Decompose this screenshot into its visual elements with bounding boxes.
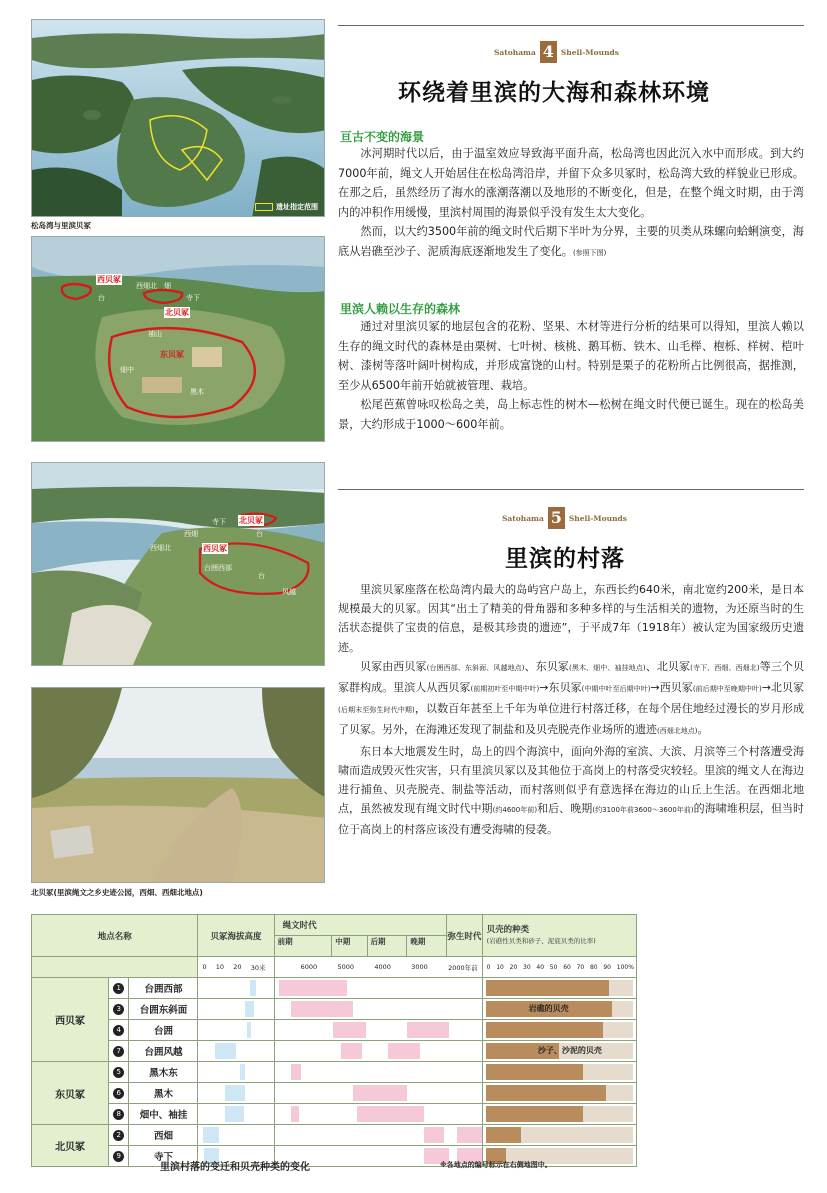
table-row [32, 1104, 637, 1125]
section4-label-right: Shell-Mounds [560, 47, 619, 57]
legend-swatch [255, 203, 273, 211]
table-note: ※各地点的编号标示在右侧地图中。 [440, 1161, 552, 1169]
site-name: 台囲西部 [129, 978, 198, 999]
height-tick: 10 [215, 962, 225, 971]
year-ticks [274, 957, 482, 978]
section4-subhead-forest: 里滨人赖以生存的森林 [340, 302, 461, 316]
year-tick: 4000 [374, 962, 391, 971]
table-row [32, 1041, 637, 1062]
site-number: 5 [113, 1067, 124, 1078]
height-cell [198, 1062, 274, 1083]
header-shell-sub: (岩礁性贝类和砂子、泥底贝类的比率) [486, 936, 596, 945]
section4-label [494, 41, 619, 63]
shell-tick: 30 [523, 963, 531, 971]
village-label-daifu: 台 [258, 572, 265, 580]
height-bar [225, 1085, 245, 1101]
sand-shell-bar [521, 1127, 633, 1143]
period-late: 后期 [368, 936, 408, 956]
period-bar [333, 1022, 366, 1038]
s5p2d-note: (前期初叶至中期中叶) [470, 685, 540, 694]
height-cell [198, 1083, 274, 1104]
shell-cell [482, 999, 636, 1020]
table-row [32, 1020, 637, 1041]
header-shell-title: 贝壳的种类 [486, 924, 530, 935]
shell-cell [482, 1041, 636, 1062]
photo-shellmound-map [31, 236, 325, 442]
rock-shell-bar [486, 1127, 521, 1143]
map-label-terashita: 寺下 [186, 294, 200, 302]
site-number-cell [109, 1104, 129, 1125]
period-bar [353, 1085, 407, 1101]
site-name: 西畑 [129, 1125, 198, 1146]
height-tick: 30米 [250, 963, 266, 972]
site-number: 3 [113, 1004, 124, 1015]
shell-tick: 70 [576, 963, 585, 971]
shell-cell [482, 1104, 636, 1125]
s5p2h: ，以数百年甚至上千年为单位进行村落迁移，在每个居住地经过漫长的岁月形成了贝冢。另外，在海滩还发现了制盐和及贝壳脱壳作业场所的遗迹 [338, 702, 805, 737]
period-cell [274, 1062, 482, 1083]
s5p2f: →西贝冢 [650, 681, 693, 695]
height-cell [198, 999, 274, 1020]
height-tick: 0 [202, 962, 207, 971]
park-image [32, 688, 325, 883]
height-bar [225, 1106, 243, 1122]
site-name: 畑中、袖挂 [129, 1104, 198, 1125]
table-caption: 里滨村落的变迁和贝壳种类的变化 [160, 1162, 310, 1173]
s5p2a-note: (台囲西部、东斜面、风越地点) [426, 663, 525, 672]
period-bar [407, 1022, 448, 1038]
period-final: 晚期 [410, 937, 426, 946]
s5p3c: 的海啸堆积层，但当时位于高岗上的村落应该没有遭受海啸的侵袭。 [338, 802, 805, 837]
rock-shell-bar [486, 1022, 604, 1038]
section4-label-left: Satohama [494, 47, 536, 57]
s5p2b: 、东贝冢 [524, 659, 570, 673]
section4-seascape-text [338, 144, 804, 264]
section5-title: 里滨的村落 [505, 545, 625, 572]
shell-tick: 60 [563, 963, 571, 971]
section4-paragraph-2 [338, 222, 804, 263]
period-cell [274, 1125, 482, 1146]
table-row [32, 1125, 637, 1146]
s5p3a-note: (约4600年前) [492, 806, 538, 815]
map-label-nishihata: 西畑北 [136, 282, 157, 290]
s5p2f-note: (前后期中至晚期中叶) [692, 685, 762, 694]
bay-aerial-image [32, 20, 325, 217]
site-number-cell [109, 978, 129, 999]
table-body [32, 978, 637, 1167]
village-label-nishihatakita: 西畑北 [150, 544, 171, 552]
shell-cell [482, 978, 636, 999]
header-jomon: 绳文时代 [274, 915, 447, 936]
site-number: 7 [113, 1046, 124, 1057]
sand-shell-bar [603, 1022, 632, 1038]
section4-paragraph-3: 通过对里滨贝冢的地层包含的花粉、坚果、木材等进行分析的结果可以得知，里滨人赖以生存的绳文时代的森林是由栗树、七叶树、核桃、鹅耳枥、铁木、山毛榉、枹栎、样树、桤叶树、漆树等落叶阔叶树构成，并形成富饶的山村。特别是栗子的花粉所占比例很高，据推测，至少从6500年前开始就被管理、栽培。 [338, 320, 804, 392]
shell-tick: 80 [589, 963, 598, 971]
height-cell [198, 1020, 274, 1041]
site-number-cell [109, 1083, 129, 1104]
section4-rule [338, 25, 804, 26]
period-cell [274, 1020, 482, 1041]
map-label-west-mound: 西贝冢 [97, 275, 121, 284]
s5p2e-note: (中期中叶至后期中叶) [581, 685, 651, 694]
header-height: 贝冢海拔高度 [198, 915, 274, 957]
legend-label: 遗址指定范围 [276, 203, 318, 211]
photo-village-aerial [31, 462, 325, 666]
village-label-terashita: 寺下 [212, 518, 226, 526]
map-label-kuroki: 黑木 [190, 388, 204, 396]
period-cell [274, 1083, 482, 1104]
site-number: 9 [113, 1151, 124, 1162]
photo-bay-aerial [31, 19, 325, 217]
section5-paragraph-1: 里滨贝冢座落在松岛湾内最大的岛屿宫户岛上，东西长约640米，南北宽约200米，是日本规模最大的贝冢。因其“出土了精美的骨角器和多种多样的与生活相关的遗物，为还原当时的生活状态提供了宝贵的信息，是极其珍贵的遗迹”，于平成7年（1918年）被认定为国家级历史遗迹。 [338, 583, 804, 654]
village-label-fuzan: 风越 [282, 588, 296, 596]
map-label-east-mound: 东贝冢 [160, 350, 184, 359]
height-bar [245, 1001, 254, 1017]
map-label-north-mound: 北贝冢 [165, 308, 189, 317]
sand-shell-bar [609, 980, 633, 996]
header-yayoi: 弥生时代 [447, 915, 483, 957]
s5p2e: →东贝冢 [539, 681, 582, 695]
protected-area-legend [255, 202, 318, 212]
period-bar [424, 1127, 445, 1143]
site-number-cell [109, 999, 129, 1020]
jomon-period-row [274, 936, 447, 957]
height-bar [247, 1022, 252, 1038]
section4-forest-text [338, 317, 804, 435]
section4-paragraph-2-note: (参照下图) [572, 248, 607, 257]
sand-shell-bar [612, 1001, 633, 1017]
map-label-hatake: 畑 [164, 282, 171, 290]
site-name: 台囲风越 [129, 1041, 198, 1062]
shell-tick: 100% [616, 963, 634, 971]
year-tick: 2000年前 [448, 963, 478, 972]
site-name: 台囲 [129, 1020, 198, 1041]
s5p2g-note: (后期末至弥生时代中期) [338, 706, 415, 715]
height-bar [240, 1064, 245, 1080]
map-label-hatanaka: 畑中 [120, 366, 134, 374]
section4-paragraph-2-text: 然而，以大约3500年前的绳文时代后期下半叶为分界，主要的贝类从珠螺向蛤蜊演变，海底从岩礁至沙子、泥质海底逐渐地发生了变化。 [338, 225, 804, 258]
rock-shell-bar [486, 980, 610, 996]
section4-paragraph-4: 松尾芭蕉曾咏叹松岛之美，岛上标志性的树木—松树在绳文时代便已诞生。现在的松岛美景，大约形成于1000～600年前。 [338, 398, 804, 431]
village-label-nishihata: 西畑 [184, 530, 198, 538]
rock-shell-label: 岩礁的贝壳 [528, 1004, 569, 1013]
group-name: 东贝冢 [32, 1062, 109, 1125]
s5p2i: 。 [697, 723, 709, 737]
site-number: 6 [113, 1088, 124, 1099]
sand-shell-bar [583, 1106, 633, 1122]
shell-tick: 90 [603, 963, 611, 971]
height-bar [203, 1127, 220, 1143]
table-row [32, 1083, 637, 1104]
period-cell [274, 1104, 482, 1125]
rock-shell-bar [486, 1106, 583, 1122]
year-tick: 5000 [337, 962, 354, 971]
year-tick: 3000 [411, 962, 428, 971]
site-number: 4 [113, 1025, 124, 1036]
shell-tick: 0 [486, 963, 491, 971]
tick-row [32, 957, 637, 978]
period-cell [274, 978, 482, 999]
site-name: 寺下 [129, 1146, 198, 1167]
map-label-daiyama: 袖山 [148, 330, 162, 338]
shell-cell [482, 1083, 636, 1104]
village-label-north-mound: 北贝冢 [239, 516, 263, 525]
table-row [32, 1062, 637, 1083]
section5-label-left: Satohama [502, 513, 544, 523]
height-cell [198, 1041, 274, 1062]
period-bar [291, 1001, 353, 1017]
site-number: 2 [113, 1130, 124, 1141]
section5-number: 5 [548, 507, 565, 529]
section5-rule [338, 489, 804, 490]
period-bar [291, 1106, 299, 1122]
height-ticks [198, 957, 274, 978]
group-name: 西贝冢 [32, 978, 109, 1062]
shell-tick: 40 [536, 963, 545, 971]
period-bar [341, 1043, 362, 1059]
shell-ticks [482, 957, 636, 978]
s5p3a: 东日本大地震发生时，岛上的四个海滨中，面向外海的室滨、大滨、月滨等三个村落遭受海啸而造成毁灭性灾害，只有里滨贝冢以及其他位于高岗上的村落受灾较轻。里滨的绳文人在海边进行捕鱼、贝壳脱壳、制盐等活动，而村落则似乎有意选择在海边的山丘上生活。在西畑北地点，虽然被发现有绳文时代中期 [338, 744, 804, 816]
period-bar [457, 1127, 482, 1143]
village-label-daikoubu: 台囲西部 [204, 564, 232, 572]
shell-cell [482, 1125, 636, 1146]
village-label-dai: 台 [256, 530, 263, 538]
site-number-cell [109, 1062, 129, 1083]
rock-shell-bar [486, 1085, 607, 1101]
site-number: 8 [113, 1109, 124, 1120]
height-tick: 20 [233, 962, 242, 971]
s5p2g: →北贝冢 [761, 681, 805, 695]
site-number-cell [109, 1041, 129, 1062]
village-aerial-image [32, 463, 325, 666]
sand-shell-bar [606, 1085, 632, 1101]
site-name: 台囲东斜面 [129, 999, 198, 1020]
section5-text [338, 580, 804, 840]
site-number-cell [109, 1125, 129, 1146]
shell-cell [482, 1062, 636, 1083]
table-row [32, 978, 637, 999]
section4-number: 4 [540, 41, 557, 63]
site-number: 1 [113, 983, 124, 994]
s5p2c: 、北贝冢 [645, 659, 691, 673]
height-cell [198, 1104, 274, 1125]
section5-label [502, 507, 627, 529]
period-cell [274, 999, 482, 1020]
shell-cell [482, 1020, 636, 1041]
table-row [32, 999, 637, 1020]
section4-subhead-seascape: 亘古不变的海景 [340, 130, 425, 144]
shell-tick: 10 [496, 963, 504, 971]
s5p2c-note: (寺下、西畑、西畑北) [690, 663, 760, 672]
site-name: 黑木 [129, 1083, 198, 1104]
height-bar [215, 1043, 236, 1059]
period-bar [357, 1106, 423, 1122]
s5p2h-note: (西畑北地点) [657, 727, 698, 736]
section5-label-right: Shell-Mounds [568, 513, 627, 523]
period-bar [291, 1064, 301, 1080]
photo-caption-park: 北贝冢(里滨绳文之乡史迹公园，西畑、西畑北地点) [31, 888, 203, 897]
s5p2b-note: (黑木、畑中、袖挂地点) [569, 663, 646, 672]
sand-shell-bar [583, 1064, 633, 1080]
section5-paragraph-3 [338, 742, 804, 840]
period-early: 前期 [275, 936, 333, 956]
height-cell [198, 978, 274, 999]
header-site: 地点名称 [32, 915, 198, 957]
s5p3b: 和后、晚期 [537, 802, 593, 816]
shell-tick: 50 [549, 963, 558, 971]
s5p2a: 贝冢由西贝冢 [360, 659, 427, 673]
rock-shell-bar [486, 1064, 583, 1080]
year-tick: 6000 [300, 962, 318, 971]
village-label-west-mound: 西贝冢 [203, 544, 227, 553]
height-bar [250, 980, 256, 996]
site-name: 黑木东 [129, 1062, 198, 1083]
shellmound-map-image [32, 237, 325, 442]
site-number-cell [109, 1020, 129, 1041]
site-number-cell [109, 1146, 129, 1167]
period-bar [279, 980, 347, 996]
map-label-dai: 台 [98, 294, 105, 302]
sand-shell-label: 沙子、沙泥的贝壳 [537, 1046, 602, 1055]
photo-park [31, 687, 325, 883]
section4-title: 环绕着里滨的大海和森林环境 [398, 79, 710, 106]
s5p2d: 等三个贝冢群构成。里滨人从西贝冢 [338, 659, 805, 695]
section4-paragraph-1: 冰河期时代以后，由于温室效应导致海平面升高，松岛湾也因此沉入水中而形成。到大约7000年前，绳文人开始居住在松岛湾沿岸，并留下众多贝冢时，松岛湾大致的样貌业已形成。在那之后，虽然经历了海水的涨潮落潮以及地形的不断变化，但是，在整个绳文时期，由于湾内的冲积作用缓慢，里滨村周围的海景似乎没有发生太大变化。 [338, 147, 804, 219]
header-shell [482, 915, 636, 957]
period-bar [388, 1043, 419, 1059]
period-cell [274, 1041, 482, 1062]
section5-paragraph-2 [338, 657, 804, 742]
village-chronology-table [31, 914, 637, 1167]
photo-caption-bay: 松岛湾与里滨贝冢 [31, 221, 91, 230]
shell-tick: 20 [509, 963, 518, 971]
height-cell [198, 1125, 274, 1146]
period-middle: 中期 [332, 936, 367, 956]
group-name: 北贝冢 [32, 1125, 109, 1167]
s5p3b-note: (约3100年前3600～3600年前) [592, 806, 694, 815]
